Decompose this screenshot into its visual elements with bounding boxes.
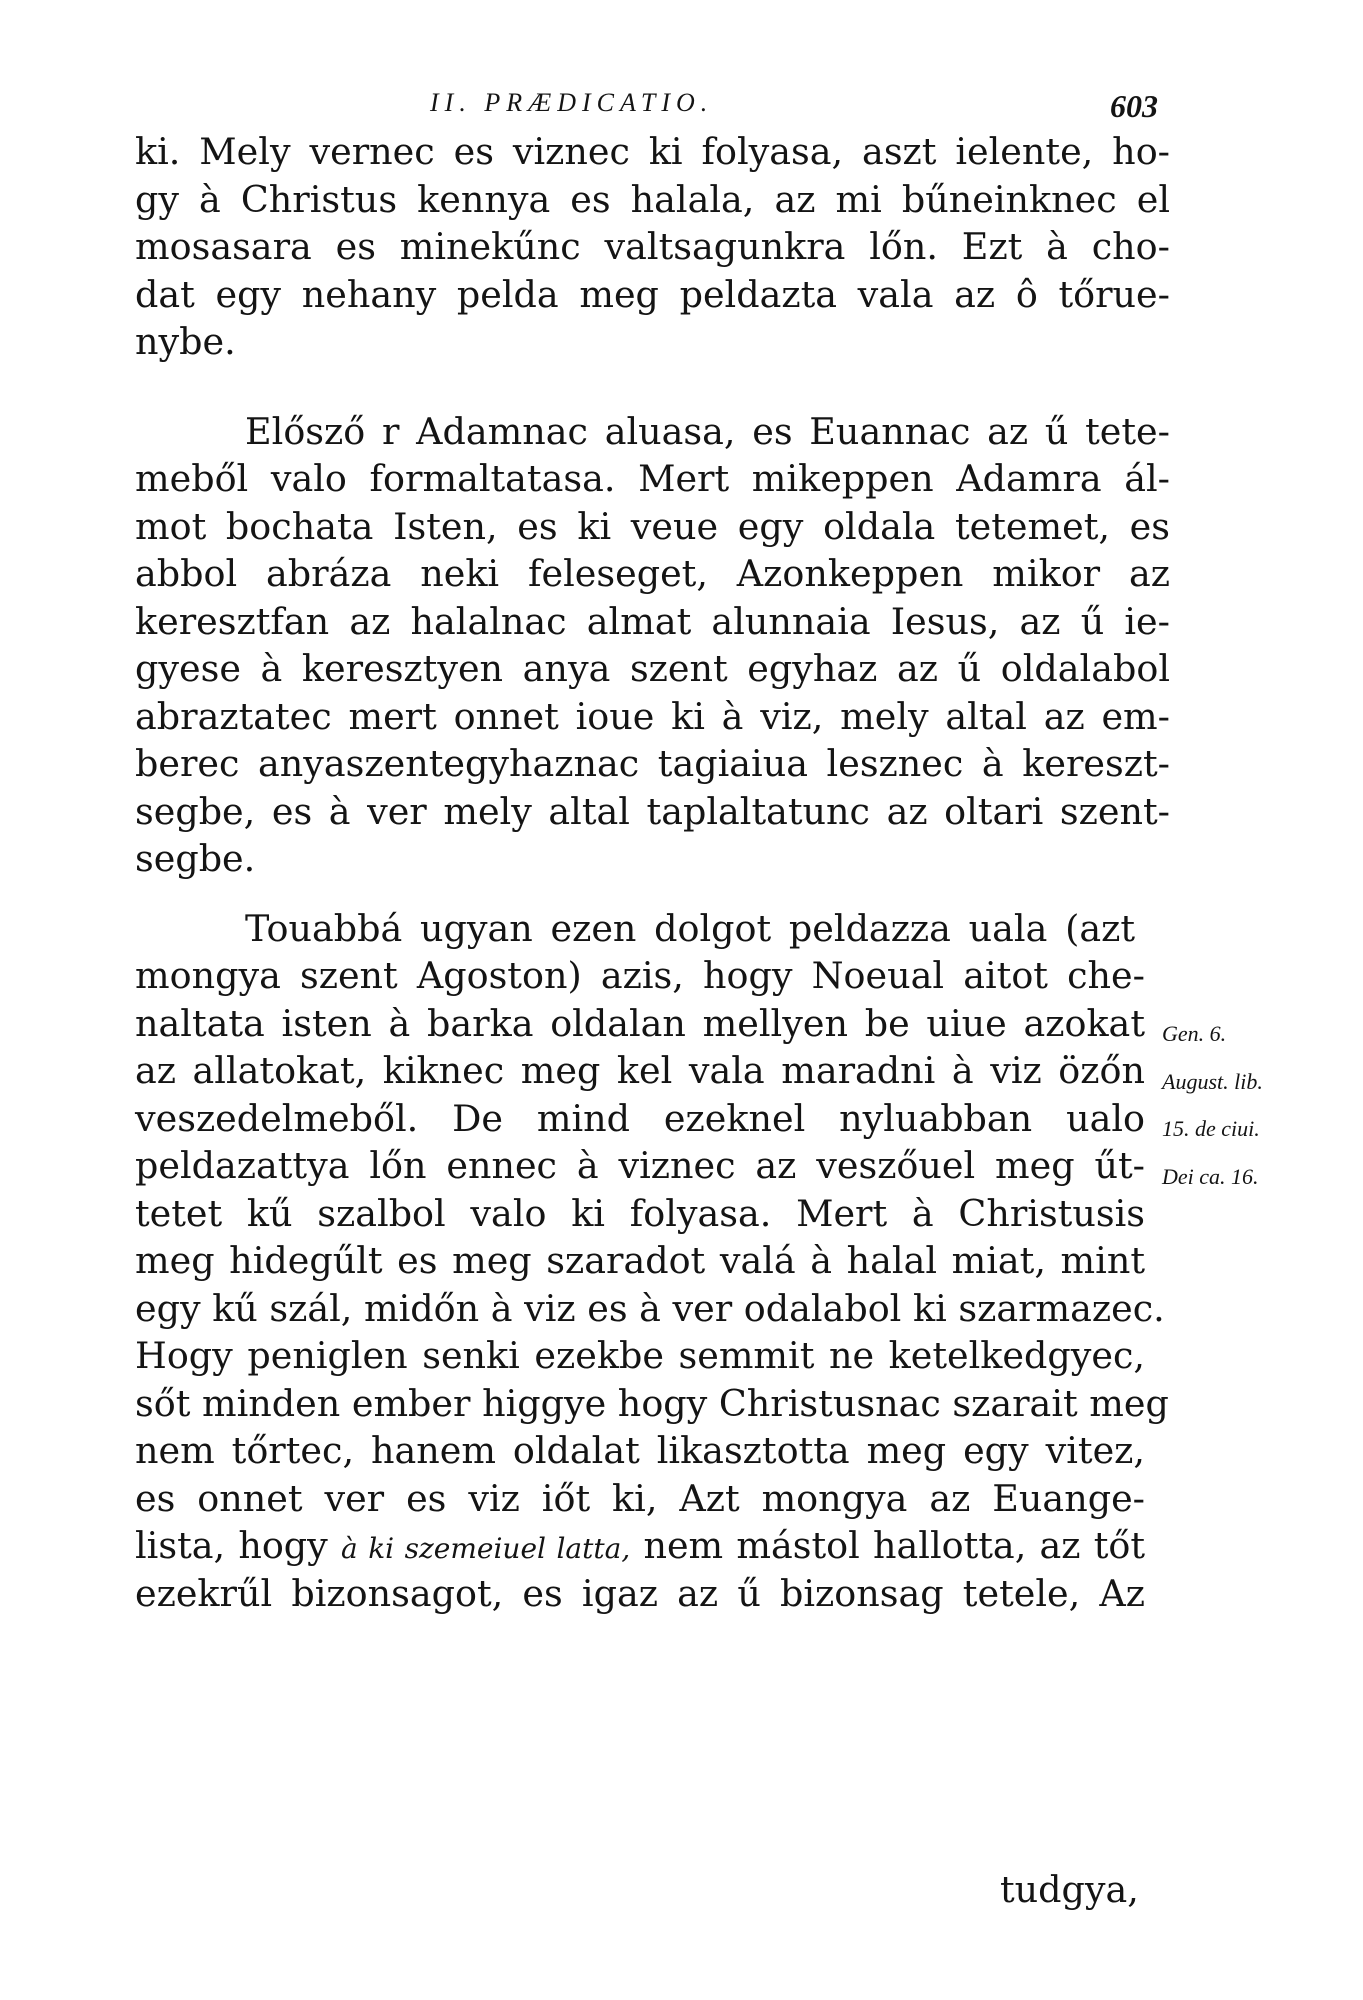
body-text [135,128,1170,1617]
text-line: nybe. [135,320,236,363]
text-line [135,1522,1145,1570]
running-head: II. PRÆDICATIO. [430,88,714,117]
text-line: meből valo formaltatasa. Mert mikeppen Adamra ál- [135,457,1170,500]
text-run: nem mástol hallotta, az tőt [643,1524,1146,1567]
paragraph-2 [135,408,1170,883]
text-line: mot bochata Isten, es ki veue egy oldala tetemet, es [135,504,1170,548]
text-line: gy à Christus kennya es halala, az mi bűneinknec el [135,177,1170,221]
text-line: abbol abráza neki feleseget, Azonkeppen mikor az [135,552,1170,595]
text-line: berec anyaszentegyhaznac tagiaiua lesznec à kereszt- [135,742,1170,785]
text-line: abraztatec mert onnet ioue ki à viz, mely altal az em- [135,694,1170,738]
paragraph-3 [135,905,1170,1618]
page-header [0,88,1363,128]
text-line: meg hidegűlt es meg szaradot valá à halal miat, mint [135,1239,1145,1282]
text-line: peldazattya lőn ennec à viznec az veszőuel meg űt- [135,1144,1145,1187]
text-line: tetet kű szalbol valo ki folyasa. Mert à Christusis [135,1191,1145,1235]
text-line: veszedelmeből. De mind ezeknel nyluabban ualo [135,1096,1145,1140]
paragraph-1 [135,128,1170,366]
text-line: naltata isten à barka oldalan mellyen be uiue azokat [135,1001,1145,1045]
text-line: ki. Mely vernec es viznec ki folyasa, aszt ielente, ho- [135,130,1170,173]
text-line: az allatokat, kiknec meg kel vala maradni à viz özőn [135,1049,1145,1092]
text-line: gyese à keresztyen anya szent egyhaz az ű oldalabol [135,647,1170,690]
text-line: Touabbá ugyan ezen dolgot peldazza uala (azt [245,906,1135,950]
margin-notes [1162,1010,1357,1200]
page-number: 603 [1110,88,1158,124]
text-line: Elősző r Adamnac aluasa, es Euannac az ű tete- [245,409,1170,453]
text-line: segbe, es à ver mely altal taplaltatunc az oltari szent- [135,789,1170,833]
text-line: segbe. [135,837,256,880]
italic-quote: à ki szemeiuel latta, [341,1532,631,1565]
text-line: keresztfan az halalnac almat alunnaia Iesus, az ű ie- [135,599,1170,643]
catchword: tudgya, [1000,1868,1139,1911]
text-line: Hogy peniglen senki ezekbe semmit ne ketelkedgyec, [135,1334,1145,1377]
text-line: sőt minden ember higgye hogy Christusnac szarait meg [135,1381,1169,1425]
text-line: mongya szent Agoston) azis, hogy Noeual aitot che- [135,954,1145,997]
text-line: dat egy nehany pelda meg peldazta vala az ô tőrue- [135,272,1170,316]
margin-note: Dei ca. 16. [1162,1163,1259,1189]
text-line: mosasara es minekűnc valtsagunkra lőn. Ezt à cho- [135,225,1170,268]
text-line: egy kű szál, midőn à viz es à ver odalabol ki szarmazec. [135,1286,1165,1330]
margin-note: 15. de ciui. [1162,1116,1260,1141]
text-line: nem tőrtec, hanem oldalat likasztotta meg egy vitez, [135,1429,1145,1472]
text-line: es onnet ver es viz iőt ki, Azt mongya az Euange- [135,1476,1145,1520]
text-line: ezekrűl bizonsagot, es igaz az ű bizonsag tetele, Az [135,1571,1145,1615]
text-run: lista, hogy [135,1524,328,1567]
margin-note: Gen. 6. [1162,1021,1227,1046]
margin-note: August. lib. [1162,1068,1263,1094]
